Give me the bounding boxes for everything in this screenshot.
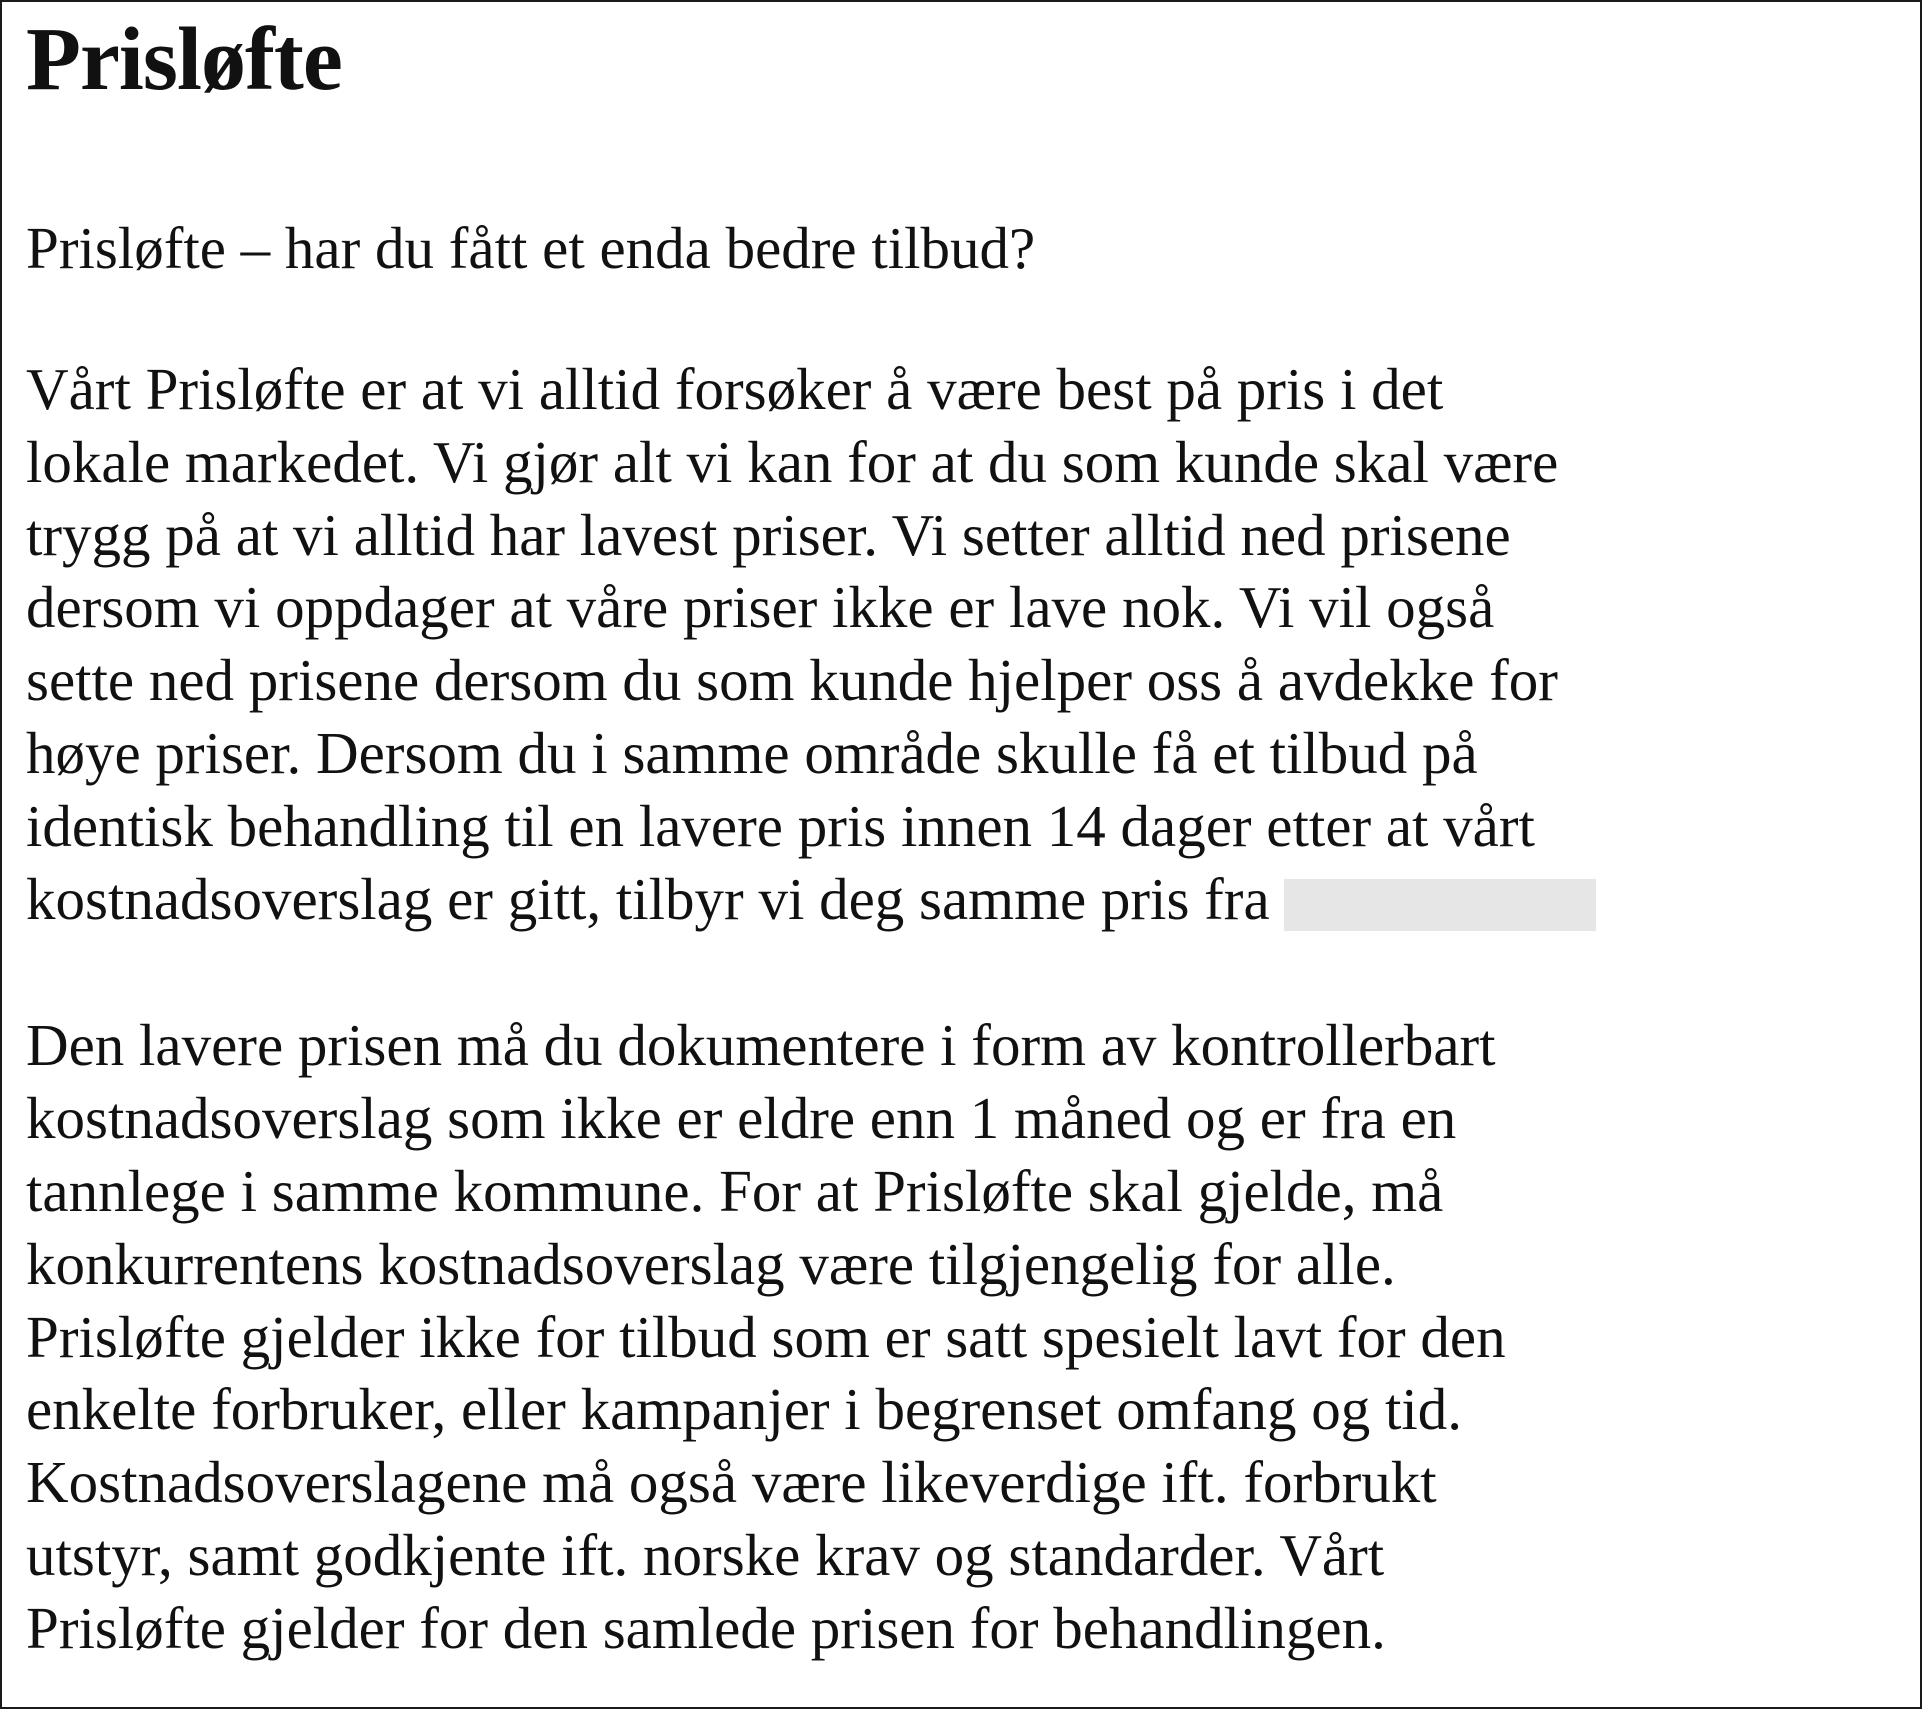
paragraph-line: lokale markedet. Vi gjør alt vi kan for at du som kunde skal være [26, 428, 1559, 495]
paragraph-line: Den lavere prisen må du dokumentere i form av kontrollerbart [26, 1012, 1496, 1079]
paragraph-line: Prisløfte gjelder ikke for tilbud som er satt spesielt lavt for den [26, 1303, 1506, 1370]
paragraph-line: enkelte forbruker, eller kampanjer i begrenset omfang og tid. [26, 1376, 1463, 1443]
paragraph-line: utstyr, samt godkjente ift. norske krav og standarder. Vårt [26, 1521, 1385, 1588]
page-title: Prisløfte [26, 10, 342, 109]
paragraph-line: trygg på at vi alltid har lavest priser. Vi setter alltid ned prisene [26, 501, 1511, 568]
redacted-name-box [1284, 879, 1596, 931]
subtitle: Prisløfte – har du fått et enda bedre tilbud? [26, 215, 1036, 281]
paragraph-line: Kostnadsoverslagene må også være likeverdige ift. forbrukt [26, 1449, 1437, 1516]
paragraph-line: sette ned prisene dersom du som kunde hjelper oss å avdekke for [26, 647, 1558, 714]
paragraph-conditions [26, 1009, 1900, 1664]
paragraph-line-text: kostnadsoverslag er gitt, tilbyr vi deg samme pris fra [26, 865, 1270, 932]
paragraph-line: dersom vi oppdager at våre priser ikke er lave nok. Vi vil også [26, 574, 1495, 641]
paragraph-line: konkurrentens kostnadsoverslag være tilgjengelig for alle. [26, 1230, 1396, 1297]
paragraph-line: høye priser. Dersom du i samme område skulle få et tilbud på [26, 719, 1478, 786]
paragraph-line: Vårt Prisløfte er at vi alltid forsøker å være best på pris i det [26, 356, 1444, 422]
paragraph-line: tannlege i samme kommune. For at Prisløfte skal gjelde, må [26, 1157, 1444, 1224]
paragraph-line: identisk behandling til en lavere pris innen 14 dager etter at vårt [26, 792, 1535, 859]
paragraph-line: kostnadsoverslag som ikke er eldre enn 1 måned og er fra en [26, 1085, 1457, 1152]
paragraph-price-promise [26, 353, 1900, 935]
paragraph-line-last [26, 863, 1900, 936]
paragraph-line: Prisløfte gjelder for den samlede prisen for behandlingen. [26, 1594, 1386, 1661]
